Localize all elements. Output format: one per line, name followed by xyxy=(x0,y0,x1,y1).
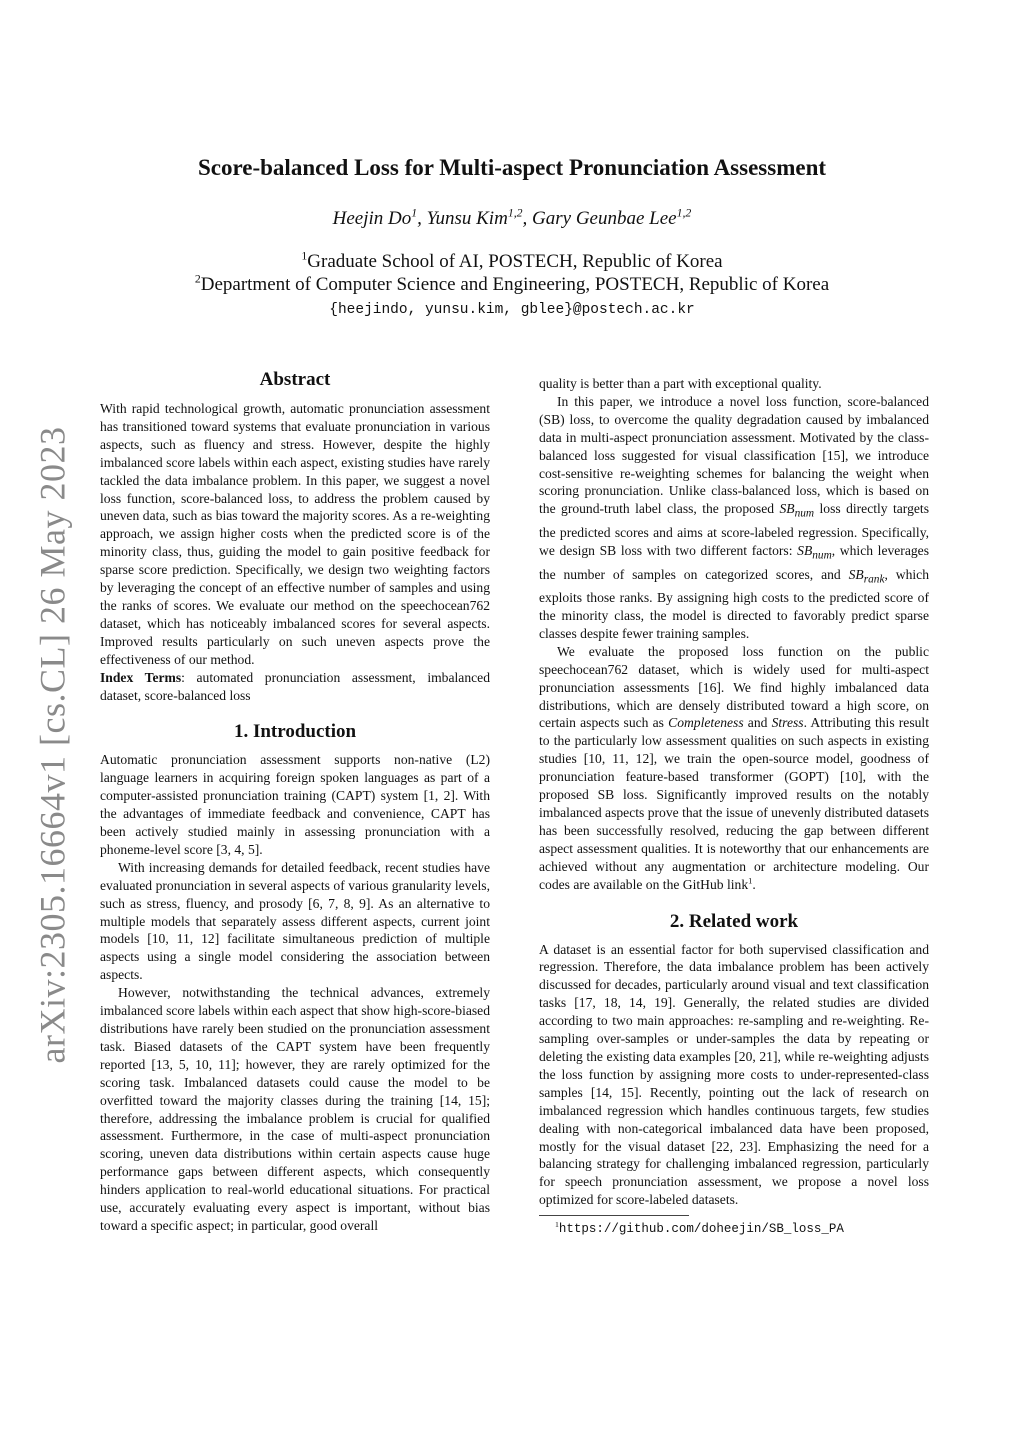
sb-rank-subscript: rank xyxy=(863,573,885,586)
arxiv-identifier-text: arXiv:2305.16664v1 [cs.CL] 26 May 2023 xyxy=(32,426,72,1064)
intro-p5-end: . xyxy=(752,876,756,892)
affiliation-mark: 2 xyxy=(194,272,201,286)
sb-num-base: SB xyxy=(797,542,813,558)
intro-p4-part-c: , which leverages the number of samples on categorized scores, and xyxy=(539,542,929,582)
intro-paragraph-1: Automatic pronunciation assessment supports non-native (L2) language learners in acquiring foreign spoken languages as part of a computer-assisted pronunciation training (CAPT) system [1, 2]. With the advantages of immediate feedback and convenience, CAPT has been actively studied mainly in assessing pronunciation with a phoneme-level score [3, 4, 5]. xyxy=(100,752,490,857)
affiliation-text: Department of Computer Science and Engineering, POSTECH, Republic of Korea xyxy=(200,274,830,295)
sb-num-symbol xyxy=(797,542,832,562)
author-name: Yunsu Kim xyxy=(426,208,508,229)
intro-paragraph-3: However, notwithstanding the technical advances, extremely imbalanced score labels within each aspect that show high-score-biased distributions have rarely been studied on the pronunciation assessment task. Biased datasets of the CAPT system have been frequently reported [13, 5, 10, 11]; however, they are rarely optimized for the scoring task. Imbalanced datasets could cause the model to be overfitted toward the majority classes during the training [14, 15]; therefore, addressing the imbalance problem is crucial for qualified assessment. Furthermore, in the case of multi-aspect pronunciation scoring, uneven data distributions within certain aspects cause huge performance gaps between different aspects, which consequently hinders application to real-world educational situations. For practical use, accurately evaluating every aspect is important, without bias toward a specific aspect; in particular, good overall xyxy=(100,985,490,1233)
stress-term: Stress xyxy=(771,715,804,731)
author-affiliation-mark: 1,2 xyxy=(676,206,692,220)
footnote-reference: 1 xyxy=(748,875,753,886)
intro-p5-part-b: . Attributing this result to the particularly low assessment qualities on such aspects in existing studies [10, 11, 12], we train the open-source model, goodness of pronunciation feature-based transformer (GOPT) [10], with the proposed SB loss. Significantly improved results on the notably imbalanced aspects prove that the issue of unevenly distributed datasets has been successfully resolved, reducing the gap between different aspect assessment qualities. It is noteworthy that our enhancements are achieved without any augmentation or architecture modeling. Our codes are available on the GitHub link xyxy=(539,715,929,892)
affiliation-2 xyxy=(0,274,1024,296)
right-column xyxy=(539,375,929,1237)
footnote-mark: 1 xyxy=(555,1219,559,1229)
related-work-heading: 2. Related work xyxy=(669,910,799,932)
index-terms xyxy=(100,669,490,705)
author-separator: , xyxy=(522,208,533,229)
intro-paragraph-2: With increasing demands for detailed feedback, recent studies have evaluated pronunciation in several aspects of various granularity levels, such as stress, fluency, and prosody [6, 7, 8, 9]. As an alternative to multiple models that separately assess different aspects, current joint models [10, 11, 12] facilitate simultaneous prediction of multiple aspects using a single model considering the association between aspects. xyxy=(100,859,490,983)
footnote xyxy=(539,1220,929,1237)
introduction-heading: 1. Introduction xyxy=(233,721,357,743)
intro-paragraph-5 xyxy=(539,643,929,894)
sb-num-symbol xyxy=(779,501,815,521)
footnote-divider xyxy=(539,1215,689,1216)
abstract-text: With rapid technological growth, automatic pronunciation assessment has transitioned toward systems that evaluate pronunciation in various aspects, such as fluency and stress. However, despite the highly imbalanced score labels within each aspect, existing studies have rarely tackled the data imbalance problem. In this paper, we suggest a novel loss function, score-balanced loss, to address the problem caused by uneven data, such as bias toward the majority scores. As a re-weighting approach, we assign higher costs when the predicted score is of the minority class, thus, guiding the model to gain positive feedback for sparse score prediction. Specifically, we design two weighting factors by leveraging the concept of an effective number of samples and using the ranks of scores. We evaluate our method on the speechocean762 dataset, which has noticeably imbalanced scores for several aspects. Improved results particularly on such uneven aspects prove the effectiveness of our method. xyxy=(100,401,490,667)
intro-p5-and: and xyxy=(743,715,772,731)
affiliation-text: Graduate School of AI, POSTECH, Republic of Korea xyxy=(307,251,723,272)
author-affiliation-mark: 1,2 xyxy=(507,206,523,220)
sb-num-base: SB xyxy=(779,501,795,517)
intro-paragraph-4 xyxy=(539,393,929,643)
author-name: Gary Geunbae Lee xyxy=(532,208,677,229)
author-separator: , xyxy=(417,208,427,229)
author-list xyxy=(0,208,1024,230)
author-name: Heejin Do xyxy=(332,208,412,229)
intro-p5-part-a: We evaluate the proposed loss function on the public speechocean762 dataset, which is widely used for multi-aspect pronunciation assessments [16]. We find highly imbalanced data distributions, which are densely distributed toward a high score, on certain aspects such as xyxy=(539,643,929,731)
intro-p4-part-d: , which exploits those ranks. By assigning high costs to the predicted score of the minority class, the model is directed to favorably predict sparse classes despite fewer training samples. xyxy=(539,566,929,641)
left-column xyxy=(100,368,490,1235)
intro-p4-part-b: loss directly targets the predicted scores and aims at score-labeled regression. Specifically, we design SB loss with two different factors: xyxy=(539,501,929,558)
sb-rank-symbol xyxy=(848,566,885,586)
author-emails: {heejindo, yunsu.kim, gblee}@postech.ac.kr xyxy=(329,302,695,318)
intro-p4-part-a: In this paper, we introduce a novel loss function, score-balanced (SB) loss, to overcome the quality degradation caused by imbalanced data in multi-aspect pronunciation assessment. Motivated by the class-balanced loss suggested for visual classification [15], we introduce cost-sensitive re-weighting schemes for balancing the weight when scoring pronunciation. Unlike class-balanced loss, which is based on the ground-truth label class, the proposed xyxy=(539,393,929,517)
index-terms-label: Index Terms xyxy=(100,669,182,685)
author-affiliation-mark: 1 xyxy=(411,206,418,220)
affiliation-mark: 1 xyxy=(301,249,308,263)
sb-num-subscript: num xyxy=(812,549,832,562)
github-link[interactable]: https://github.com/doheejin/SB_loss_PA xyxy=(558,1222,844,1237)
abstract-heading: Abstract xyxy=(259,369,331,390)
sb-rank-base: SB xyxy=(848,566,864,582)
affiliation-1 xyxy=(0,251,1024,273)
index-terms-text: : automated pronunciation assessment, imbalanced dataset, score-balanced loss xyxy=(100,669,490,703)
paper-title: Score-balanced Loss for Multi-aspect Pronunciation Assessment xyxy=(197,155,827,180)
related-work-text: A dataset is an essential factor for both supervised classification and regression. Therefore, the data imbalance problem has been actively discussed for decades, particularly around visual and text classification tasks [17, 18, 14, 19]. Generally, the related studies are divided according to two main approaches: re-sampling and re-weighting. Re-sampling over-samples or under-samples the data by repeating or deleting the existing data examples [20, 21], while re-weighting adjusts the loss function by assigning more costs to under-represented-class samples [14, 15]. Recently, pointing out the lack of research on imbalanced regression which handles continuous targets, few studies dealing with non-categorical imbalanced data have been proposed, mostly for the visual dataset [22, 23]. Emphasizing the need for a balancing strategy for challenging imbalanced regression, particularly for speech pronunciation assessment, we propose a novel loss optimized for score-labeled datasets. xyxy=(539,941,929,1208)
arxiv-identifier xyxy=(22,426,82,1064)
intro-paragraph-3-continued: quality is better than a part with exceptional quality. xyxy=(539,376,822,391)
sb-num-subscript: num xyxy=(794,508,815,521)
completeness-term: Completeness xyxy=(668,715,744,731)
